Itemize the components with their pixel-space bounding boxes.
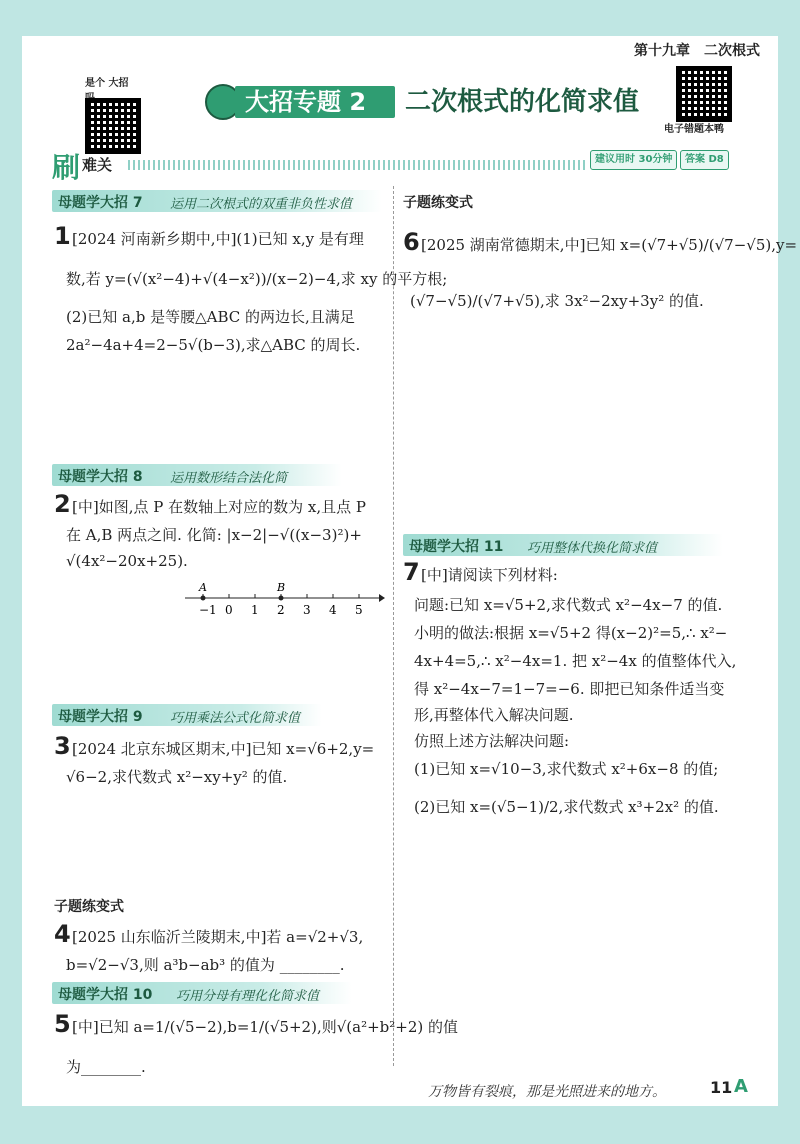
point-b-dot (279, 596, 284, 601)
question-3-line2: √6−2,求代数式 x²−xy+y² 的值. (66, 768, 288, 786)
answer-tag: 答案 D8 (680, 150, 729, 170)
question-3-line1: [2024 北京东城区期末,中]已知 x=√6+2,y= (72, 740, 375, 758)
method-banner-9 (52, 704, 322, 726)
section-divider-dots (128, 160, 586, 170)
number-line-figure (185, 582, 385, 622)
question-2-line1: [中]如图,点 P 在数轴上对应的数为 x,且点 P (72, 498, 366, 516)
question-1-line2: 数,若 y=(√(x²−4)+√(4−x²))/(x−2)−4,求 xy 的平方根; (66, 270, 448, 288)
qr-right-label: 电子错题本鸭 (664, 124, 724, 135)
method-10-subtitle: 巧用分母有理化化简求值 (176, 989, 320, 1004)
section-level: 难关 (82, 156, 113, 174)
question-7-line1: [中]请阅读下列材料: (421, 566, 558, 584)
question-1-number: 1 (54, 222, 71, 250)
number-line-tick-label: 3 (303, 603, 311, 617)
suggested-time-tag: 建议用时 30分钟 (590, 150, 677, 170)
question-7-line7: 仿照上述方法解决问题: (414, 732, 570, 750)
chapter-title: 第十九章 二次根式 (634, 43, 760, 59)
footer-quote: 万物皆有裂痕，那是光照进来的地方。 (428, 1084, 666, 1100)
question-1-line1: [2024 河南新乡期中,中](1)已知 x,y 是有理 (72, 230, 364, 248)
page-title: 二次根式的化简求值 (405, 87, 640, 117)
question-3-number: 3 (54, 732, 71, 760)
question-2-line2: 在 A,B 两点之间. 化简: |x−2|−√((x−3)²)+ (66, 526, 362, 544)
method-9-subtitle: 巧用乘法公式化简求值 (170, 711, 301, 726)
qr-left-label: 是个 大招 (85, 78, 129, 89)
method-banner-10 (52, 982, 352, 1004)
point-b-label: B (277, 582, 286, 594)
practice-heading-right: 子题练变式 (403, 195, 473, 211)
column-divider (393, 186, 394, 1066)
question-2-number: 2 (54, 490, 71, 518)
question-2-line3: √(4x²−20x+25). (66, 552, 188, 570)
banner-label: 大招专题 2 (235, 86, 395, 118)
question-7-line4: 4x+4=5,∴ x²−4x=1. 把 x²−4x 的值整体代入, (414, 652, 737, 670)
number-line-tick-label: 1 (251, 603, 259, 617)
qr-code-left[interactable] (85, 98, 141, 154)
page-number: 11 (710, 1078, 733, 1097)
section-mark: 刷 (52, 151, 81, 184)
question-7-line2: 问题:已知 x=√5+2,求代数式 x²−4x−7 的值. (414, 596, 723, 614)
question-1-line3: (2)已知 a,b 是等腰△ABC 的两边长,且满足 (66, 308, 355, 326)
number-line-tick-label: −1 (199, 603, 217, 617)
number-line-tick-label: 4 (329, 603, 337, 617)
question-5-number: 5 (54, 1010, 71, 1038)
method-7-subtitle: 运用二次根式的双重非负性求值 (170, 197, 353, 212)
question-6-line2: (√7−√5)/(√7+√5),求 3x²−2xy+3y² 的值. (410, 292, 704, 310)
practice-heading-left: 子题练变式 (54, 899, 124, 915)
question-7-line6: 形,再整体代入解决问题. (414, 706, 574, 724)
number-line-tick-label: 5 (355, 603, 363, 617)
question-7-line5: 得 x²−4x−7=1−7=−6. 即把已知条件适当变 (414, 680, 725, 698)
question-7-line3: 小明的做法:根据 x=√5+2 得(x−2)²=5,∴ x²− (414, 624, 728, 642)
question-5-line1: [中]已知 a=1/(√5−2),b=1/(√5+2),则√(a²+b²+2) 的值 (72, 1018, 459, 1036)
question-7-line8: (1)已知 x=√10−3,求代数式 x²+6x−8 的值; (414, 760, 719, 778)
method-banner-7 (52, 190, 382, 212)
method-11-title: 母题学大招 11 (409, 539, 504, 555)
method-10-title: 母题学大招 10 (58, 987, 153, 1003)
method-11-subtitle: 巧用整体代换化简求值 (527, 541, 658, 556)
method-8-subtitle: 运用数形结合法化简 (170, 471, 288, 486)
point-a-label: A (199, 582, 207, 594)
number-line-tick-label: 0 (225, 603, 233, 617)
question-6-line1: [2025 湖南常德期末,中]已知 x=(√7+√5)/(√7−√5),y= (421, 236, 798, 254)
method-7-title: 母题学大招 7 (58, 195, 143, 211)
method-8-title: 母题学大招 8 (58, 469, 143, 485)
question-4-number: 4 (54, 920, 71, 948)
qr-code-right[interactable] (676, 66, 732, 122)
number-line-tick-label: 2 (277, 603, 285, 617)
question-7-line9: (2)已知 x=(√5−1)/2,求代数式 x³+2x² 的值. (414, 798, 719, 816)
page-corner-icon: A (734, 1076, 748, 1097)
question-7-number: 7 (403, 558, 420, 586)
number-line-svg (185, 582, 385, 622)
question-1-line4: 2a²−4a+4=2−5√(b−3),求△ABC 的周长. (66, 336, 361, 354)
question-5-line2: 为________. (66, 1058, 146, 1076)
question-4-line1: [2025 山东临沂兰陵期末,中]若 a=√2+√3, (72, 928, 364, 946)
method-banner-11 (403, 534, 723, 556)
point-a-dot (201, 596, 206, 601)
question-4-line2: b=√2−√3,则 a³b−ab³ 的值为 ________. (66, 956, 345, 974)
method-banner-8 (52, 464, 342, 486)
method-9-title: 母题学大招 9 (58, 709, 143, 725)
question-6-number: 6 (403, 228, 420, 256)
